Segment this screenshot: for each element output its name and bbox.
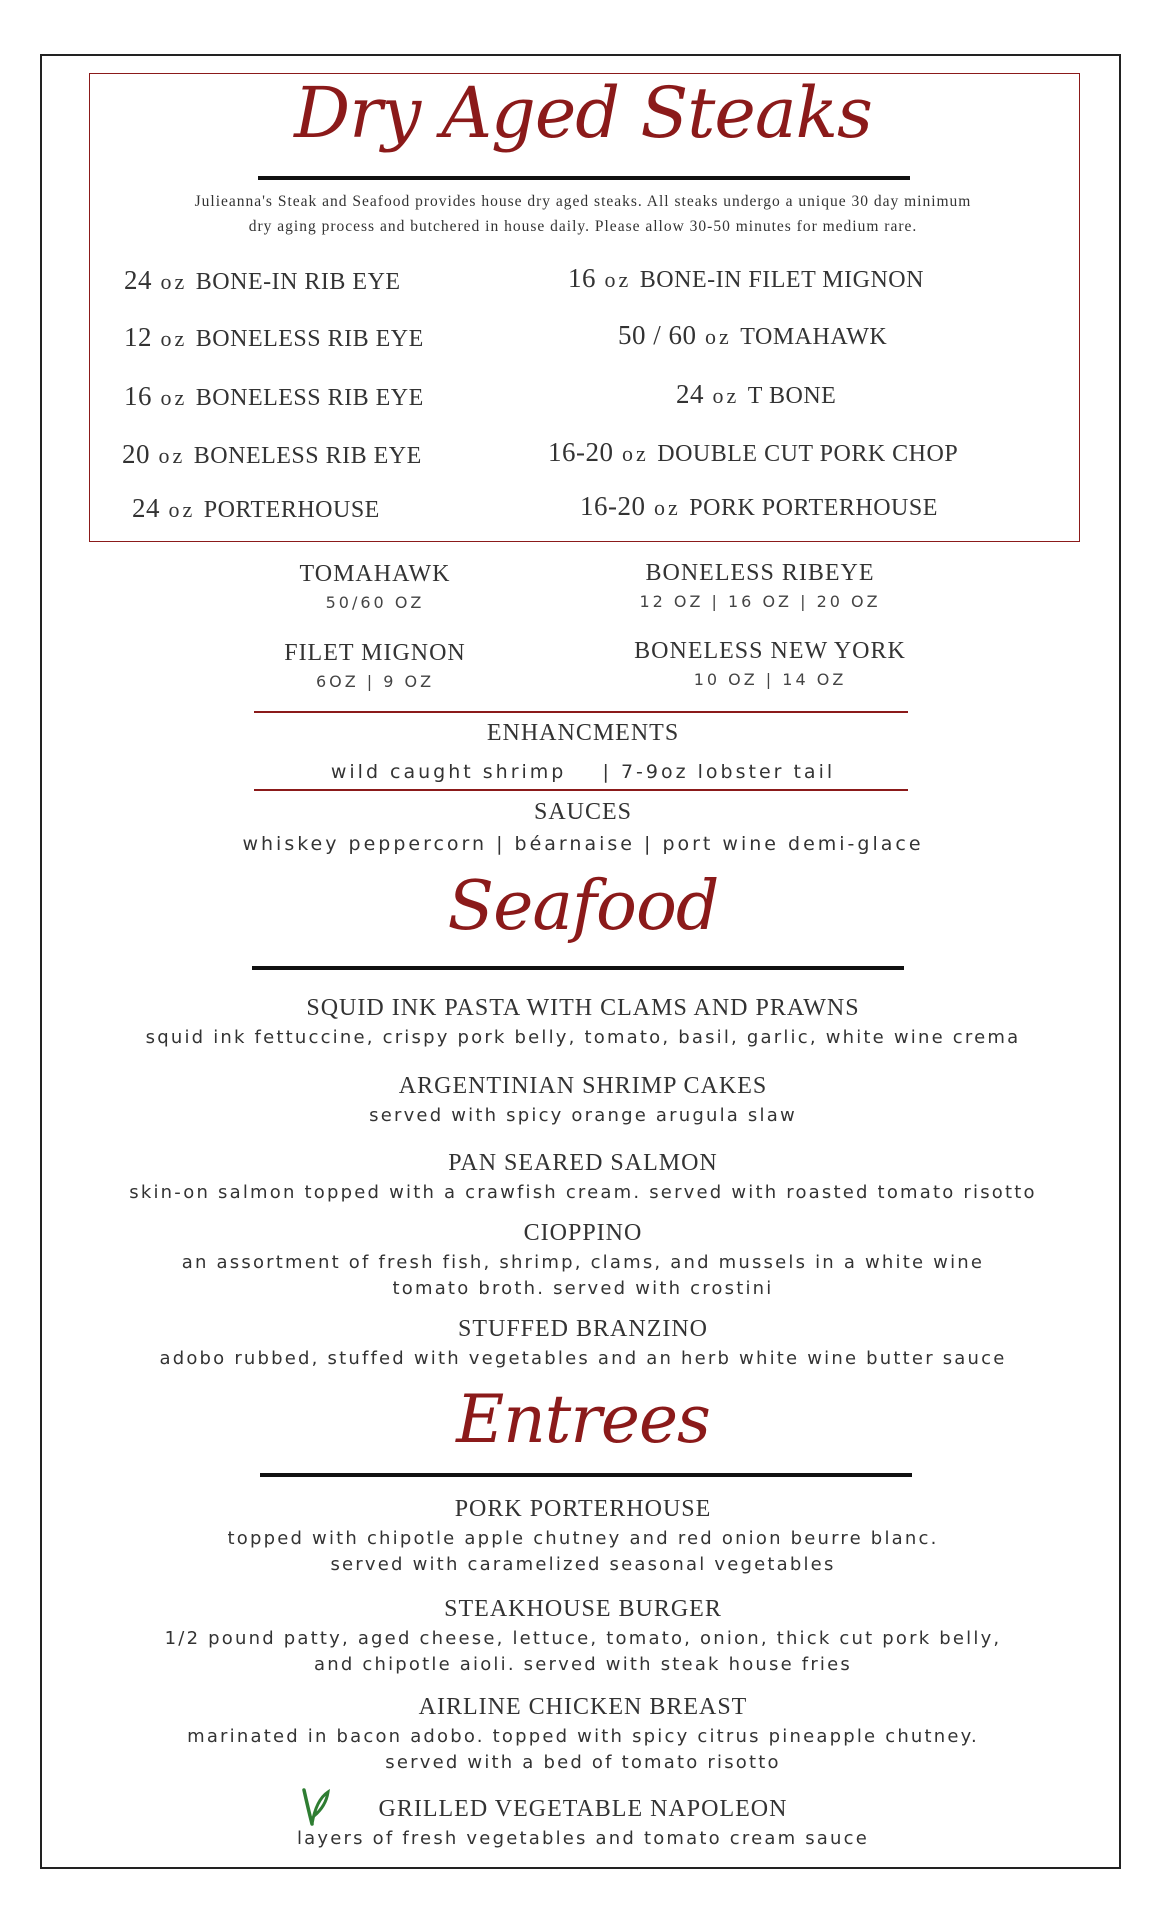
menu-item-desc: skin-on salmon topped with a crawfish cream. served with roasted tomato risotto: [129, 1182, 1037, 1203]
cut-boneless-ribeye: BONELESS RIBEYE 12 OZ | 16 OZ | 20 OZ: [639, 560, 881, 611]
steak-unit: oz: [613, 441, 658, 466]
steak-left-item: [124, 322, 424, 353]
steak-left-item: [124, 265, 401, 296]
menu-item-desc: tomato broth. served with crostini: [392, 1278, 774, 1299]
menu-item-desc: and chipotle aioli. served with steak house fries: [314, 1654, 852, 1675]
menu-item-name: SQUID INK PASTA WITH CLAMS AND PRAWNS: [306, 995, 860, 1021]
seafood-title: Seafood: [447, 867, 719, 946]
steak-name: BONE-IN RIB EYE: [195, 269, 401, 295]
steak-unit: oz: [152, 326, 196, 351]
steak-name: BONELESS RIB EYE: [195, 385, 424, 411]
enhancements-items: wild caught shrimp | 7-9oz lobster tail: [330, 761, 836, 783]
steak-unit: oz: [696, 324, 741, 349]
steak-name: PORTERHOUSE: [203, 497, 380, 523]
steak-name: TOMAHAWK: [740, 324, 888, 350]
enhancements-title: ENHANCMENTS: [486, 720, 680, 746]
steak-weight: 16-20: [548, 437, 614, 467]
menu-item-name: GRILLED VEGETABLE NAPOLEON: [378, 1796, 788, 1822]
menu-item-desc: adobo rubbed, stuffed with vegetables and an herb white wine butter sauce: [159, 1348, 1007, 1369]
steak-weight: 16: [568, 263, 596, 293]
menu-item-desc: marinated in bacon adobo. topped with spicy citrus pineapple chutney.: [187, 1726, 979, 1747]
sauces-title: SAUCES: [533, 799, 633, 825]
steak-unit: oz: [152, 385, 196, 410]
steak-weight: 24: [124, 265, 152, 295]
divider: [252, 966, 904, 970]
steak-right-item: [618, 320, 887, 351]
steak-unit: oz: [704, 383, 748, 408]
steak-weight: 24: [132, 493, 160, 523]
steak-name: PORK PORTERHOUSE: [689, 495, 938, 521]
menu-item-desc: topped with chipotle apple chutney and red onion beurre blanc.: [227, 1528, 939, 1549]
steak-left-item: [124, 381, 424, 412]
steak-left-item: [132, 493, 380, 524]
divider: [254, 789, 908, 791]
steak-weight: 16: [124, 381, 152, 411]
steak-weight: 20: [122, 439, 150, 469]
sauces-items: whiskey peppercorn | béarnaise | port wine demi-glace: [242, 833, 924, 855]
menu-item-name: STEAKHOUSE BURGER: [444, 1596, 722, 1622]
menu-item-desc: served with a bed of tomato risotto: [385, 1752, 781, 1773]
menu-item-desc: served with spicy orange arugula slaw: [369, 1105, 797, 1126]
steak-right-item: [580, 491, 938, 522]
entrees-title: Entrees: [456, 1381, 710, 1458]
steak-weight: 24: [676, 379, 704, 409]
cut-tomahawk: TOMAHAWK 50/60 OZ: [299, 561, 451, 612]
menu-item-name: ARGENTINIAN SHRIMP CAKES: [398, 1073, 768, 1099]
steak-left-item: [122, 439, 422, 470]
divider: [258, 176, 910, 180]
steak-unit: oz: [645, 495, 690, 520]
menu-item-desc: layers of fresh vegetables and tomato cream sauce: [296, 1828, 870, 1849]
steak-name: DOUBLE CUT PORK CHOP: [657, 441, 959, 467]
steak-unit: oz: [152, 269, 196, 294]
steak-name: BONELESS RIB EYE: [195, 326, 424, 352]
intro-text: Julieanna's Steak and Seafood provides house dry aged steaks. All steaks undergo a unique 30 day minimum dry aging process and butchered in house daily. Please allow 30-50 minutes for medium rare.: [194, 193, 972, 235]
steak-name: BONE-IN FILET MIGNON: [639, 267, 924, 293]
menu-item-desc: squid ink fettuccine, crispy pork belly, tomato, basil, garlic, white wine crema: [145, 1027, 1021, 1048]
vegetarian-leaf-icon: [298, 1786, 332, 1828]
steak-name: BONELESS RIB EYE: [193, 443, 422, 469]
menu-item-name: STUFFED BRANZINO: [457, 1316, 709, 1342]
menu-item-name: PAN SEARED SALMON: [448, 1150, 718, 1176]
steak-unit: oz: [596, 267, 640, 292]
menu-item-desc: an assortment of fresh fish, shrimp, clams, and mussels in a white wine: [181, 1252, 985, 1273]
menu-item-name: CIOPPINO: [523, 1220, 643, 1246]
dry-aged-title: Dry Aged Steaks: [294, 72, 872, 154]
steak-right-item: [568, 263, 924, 294]
menu-item-name: PORK PORTERHOUSE: [454, 1496, 712, 1522]
menu-item-desc: 1/2 pound patty, aged cheese, lettuce, tomato, onion, thick cut pork belly,: [164, 1628, 1002, 1649]
menu-item-name: AIRLINE CHICKEN BREAST: [418, 1694, 748, 1720]
steak-right-item: [676, 379, 836, 410]
steak-name: T BONE: [747, 383, 837, 409]
divider: [254, 711, 908, 713]
steak-unit: oz: [150, 443, 194, 468]
divider: [260, 1473, 912, 1477]
steak-weight: 50 / 60: [618, 320, 697, 350]
steak-weight: 12: [124, 322, 152, 352]
steak-weight: 16-20: [580, 491, 646, 521]
cut-filet-mignon: FILET MIGNON 6OZ | 9 OZ: [284, 640, 466, 691]
steak-right-item: [548, 437, 958, 468]
steak-unit: oz: [160, 497, 204, 522]
menu-item-desc: served with caramelized seasonal vegetables: [330, 1554, 836, 1575]
cut-boneless-new-york: BONELESS NEW YORK 10 OZ | 14 OZ: [634, 638, 906, 689]
